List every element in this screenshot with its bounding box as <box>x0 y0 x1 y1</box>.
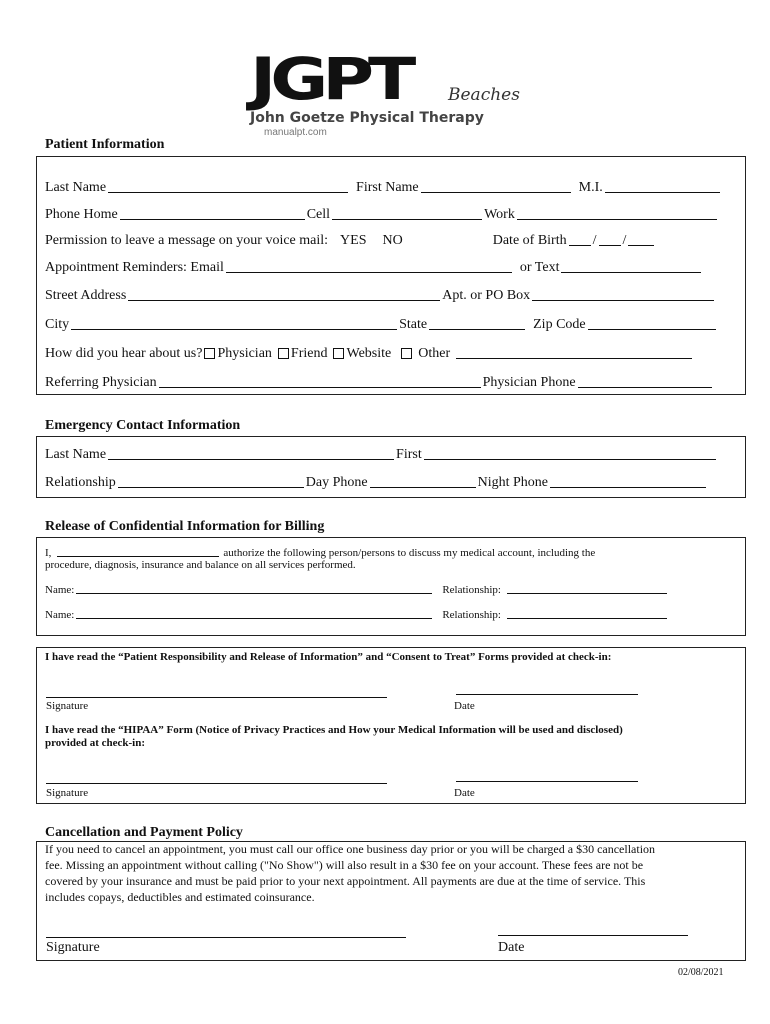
dob-separator: / <box>622 233 627 248</box>
night-phone-field[interactable] <box>550 475 706 488</box>
policy-line-4: includes copays, deductibles and estimated coinsurance. <box>45 890 315 904</box>
reminders-text-label: or Text <box>519 260 560 275</box>
work-field[interactable] <box>517 207 717 220</box>
release-name-field[interactable] <box>76 609 432 619</box>
dob-month-field[interactable] <box>569 233 591 246</box>
practice-logo <box>250 40 530 140</box>
signature-line-1[interactable] <box>46 697 387 698</box>
friend-option-label: Friend <box>290 346 328 361</box>
zip-field[interactable] <box>588 317 716 330</box>
physician-phone-label: Physician Phone <box>482 375 576 390</box>
logo-letters: JGPT <box>250 45 411 113</box>
physician-option-label: Physician <box>217 346 272 361</box>
referring-row <box>45 375 714 391</box>
release-relationship-field[interactable] <box>507 584 667 594</box>
emergency-name-row <box>45 447 718 463</box>
street-field[interactable] <box>128 288 440 301</box>
mi-label: M.I. <box>578 180 603 195</box>
permission-no-option[interactable]: NO <box>382 233 403 248</box>
emergency-last-name-label: Last Name <box>45 447 107 462</box>
referral-source-row <box>45 346 694 362</box>
apt-label: Apt. or PO Box <box>442 288 531 303</box>
last-name-field[interactable] <box>108 180 348 193</box>
signature-label-2: Signature <box>46 787 89 799</box>
dob-separator: / <box>592 233 597 248</box>
consent-statement-2: I have read the “HIPAA” Form (Notice of Privacy Practices and How your Medical Information will be used and disclosed) <box>45 724 623 736</box>
cancellation-date-line[interactable] <box>498 935 688 936</box>
phone-home-label: Phone Home <box>45 207 118 222</box>
release-name-label: Name: <box>45 584 75 596</box>
city-label: City <box>45 317 70 332</box>
signature-label-1: Signature <box>46 700 89 712</box>
cancellation-date-label: Date <box>498 940 525 955</box>
state-field[interactable] <box>429 317 525 330</box>
relationship-label: Relationship <box>45 475 116 490</box>
permission-row <box>45 233 656 249</box>
referring-physician-label: Referring Physician <box>45 375 157 390</box>
apt-field[interactable] <box>532 288 714 301</box>
reminders-email-label: Appointment Reminders: Email <box>45 260 224 275</box>
release-name-label: Name: <box>45 609 75 621</box>
date-label-2: Date <box>454 787 475 799</box>
relationship-field[interactable] <box>118 475 304 488</box>
other-option-label: Other <box>418 346 451 361</box>
dob-label: Date of Birth <box>492 233 567 248</box>
signature-line-2[interactable] <box>46 783 387 784</box>
dob-day-field[interactable] <box>599 233 621 246</box>
emergency-title: Emergency Contact Information <box>45 418 241 433</box>
authorize-text-continued: procedure, diagnosis, insurance and balance on all services performed. <box>45 559 356 571</box>
name-row <box>45 180 722 196</box>
physician-checkbox[interactable] <box>204 348 215 359</box>
cancellation-title: Cancellation and Payment Policy <box>45 825 243 840</box>
release-name-field[interactable] <box>76 584 432 594</box>
state-label: State <box>399 317 428 332</box>
release-relationship-label: Relationship: <box>442 609 501 621</box>
release-person-row-1 <box>45 584 669 597</box>
dob-year-field[interactable] <box>628 233 654 246</box>
authorize-text: authorize the following person/persons to discuss my medical account, including the <box>223 547 596 559</box>
emergency-first-field[interactable] <box>424 447 716 460</box>
physician-phone-field[interactable] <box>578 375 712 388</box>
phone-row <box>45 207 719 223</box>
authorize-name-field[interactable] <box>57 547 219 557</box>
release-title: Release of Confidential Information for Billing <box>45 519 325 534</box>
street-row <box>45 288 716 304</box>
city-row <box>45 317 718 333</box>
reminders-text-field[interactable] <box>561 260 701 273</box>
day-phone-label: Day Phone <box>305 475 368 490</box>
revision-date: 02/08/2021 <box>678 967 724 978</box>
cell-field[interactable] <box>332 207 482 220</box>
other-checkbox[interactable] <box>401 348 412 359</box>
cancellation-signature-line[interactable] <box>46 937 406 938</box>
reminders-email-field[interactable] <box>226 260 512 273</box>
work-label: Work <box>484 207 515 222</box>
date-line-2[interactable] <box>456 781 638 782</box>
night-phone-label: Night Phone <box>477 475 548 490</box>
city-field[interactable] <box>71 317 397 330</box>
phone-home-field[interactable] <box>120 207 305 220</box>
date-label-1: Date <box>454 700 475 712</box>
website-checkbox[interactable] <box>333 348 344 359</box>
policy-line-3: covered by your insurance and must be paid prior to your next appointment. All payments are due at the time of service. This <box>45 874 646 888</box>
permission-label: Permission to leave a message on your voice mail: <box>45 233 329 248</box>
website-option-label: Website <box>346 346 392 361</box>
other-field[interactable] <box>456 346 692 359</box>
first-name-label: First Name <box>356 180 419 195</box>
release-relationship-label: Relationship: <box>442 584 501 596</box>
hear-label: How did you hear about us? <box>45 346 203 361</box>
mi-field[interactable] <box>605 180 720 193</box>
friend-checkbox[interactable] <box>278 348 289 359</box>
first-name-field[interactable] <box>421 180 571 193</box>
logo-url: manualpt.com <box>264 127 327 138</box>
emergency-last-name-field[interactable] <box>108 447 394 460</box>
emergency-phone-row <box>45 475 708 491</box>
referring-physician-field[interactable] <box>159 375 481 388</box>
date-line-1[interactable] <box>456 694 638 695</box>
last-name-label: Last Name <box>45 180 107 195</box>
logo-beaches-text: Beaches <box>448 85 520 105</box>
emergency-first-label: First <box>396 447 422 462</box>
consent-statement-2-continued: provided at check-in: <box>45 737 146 749</box>
permission-yes-option[interactable]: YES <box>340 233 367 248</box>
cancellation-signature-label: Signature <box>46 940 100 955</box>
policy-line-2: fee. Missing an appointment without calling ("No Show") will also result in a $30 fee on your account. These fees are not be <box>45 858 644 872</box>
policy-line-1: If you need to cancel an appointment, you must call our office one business day prior or you will be charged a $30 cancellation <box>45 842 656 856</box>
cell-label: Cell <box>306 207 331 222</box>
zip-label: Zip Code <box>533 317 586 332</box>
patient-info-title: Patient Information <box>45 137 165 152</box>
release-person-row-2 <box>45 609 669 622</box>
logo-practice-name: John Goetze Physical Therapy <box>250 110 484 126</box>
authorize-prefix: I, <box>45 547 52 559</box>
street-label: Street Address <box>45 288 127 303</box>
reminders-row <box>45 260 703 276</box>
consent-statement-1: I have read the “Patient Responsibility and Release of Information” and “Consent to Treat” Forms provided at check-in: <box>45 651 612 663</box>
release-relationship-field[interactable] <box>507 609 667 619</box>
day-phone-field[interactable] <box>370 475 476 488</box>
